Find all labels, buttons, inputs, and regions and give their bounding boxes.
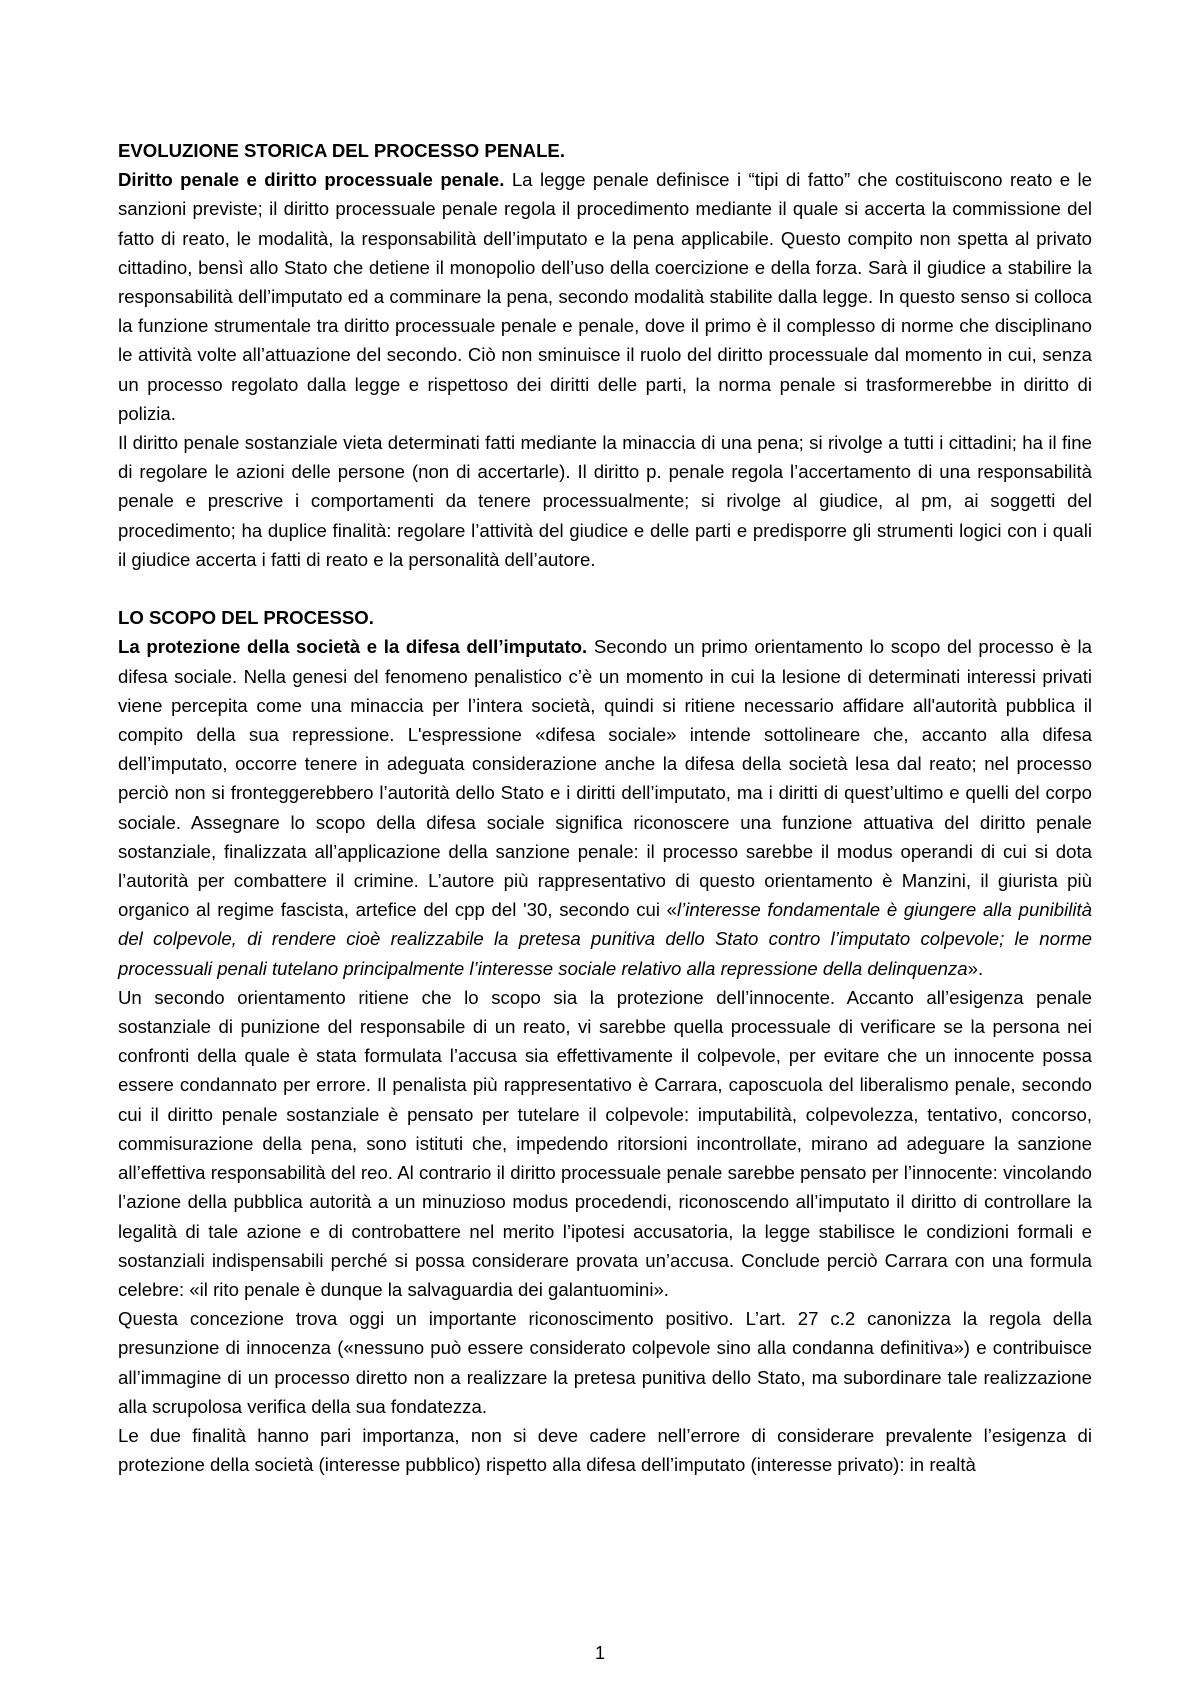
paragraph: Questa concezione trova oggi un importante riconoscimento positivo. L’art. 27 c.2 canonizza la regola della presunzione di innocenza («nessuno può essere considerato colpevole sino alla condanna definitiva») e contribuisce all’immagine di un processo diretto non a realizzare la pretesa punitiva dello Stato, ma subordinare tale realizzazione alla scrupolosa verifica della sua fondatezza.	[118, 1308, 1092, 1417]
paragraph-text: La legge penale definisce i “tipi di fatto” che costituiscono reato e le sanzioni previste; il diritto processuale penale regola il procedimento mediante il quale si accerta la commissione del fatto di reato, le modalità, la responsabilità dell’imputato e la pena applicabile. Questo compito non spetta al privato cittadino, bensì allo Stato che detiene il monopolio dell’uso della coercizione e della forza. Sarà il giudice a stabilire la responsabilità dell’imputato ed a comminare la pena, secondo modalità stabilite dalla legge. In questo senso si colloca la funzione strumentale tra diritto processuale penale e penale, dove il primo è il complesso di norme che disciplinano le attività volte all’attuazione del secondo. Ciò non sminuisce il ruolo del diritto processuale dal momento in cui, senza un processo regolato dalla legge e rispettoso dei diritti delle parti, la norma penale si trasformerebbe in diritto di polizia.	[118, 169, 1092, 424]
manzini-quote: l’interesse fondamentale è giungere alla punibilità del colpevole, di rendere cioè realizzabile la pretesa punitiva dello Stato contro l’imputato colpevole; le norme processuali penali tutelano principalmente l’interesse sociale relativo alla repressione della delinquenza	[118, 899, 1092, 979]
paragraph-text-end: ».	[967, 957, 984, 979]
paragraph	[118, 632, 1092, 982]
paragraph	[118, 165, 1092, 428]
paragraph-lead: La protezione della società e la difesa dell’imputato.	[118, 636, 588, 658]
section-heading-evoluzione: EVOLUZIONE STORICA DEL PROCESSO PENALE.	[118, 140, 566, 161]
paragraph: Un secondo orientamento ritiene che lo scopo sia la protezione dell’innocente. Accanto all’esigenza penale sostanziale di punizione del responsabile di un reato, vi sarebbe quella processuale di verificare se la persona nei confronti della quale è stata formulata l’accusa sia effettivamente il colpevole, per evitare che un innocente possa essere condannato per errore. Il penalista più rappresentativo è Carrara, caposcuola del liberalismo penale, secondo cui il diritto penale sostanziale è pensato per tutelare il colpevole: imputabilità, colpevolezza, tentativo, concorso, commisurazione della pena, sono istituti che, impedendo ritorsioni incontrollate, mirano ad adeguare la sanzione all’effettiva responsabilità del reo. Al contrario il diritto processuale penale sarebbe pensato per l’innocente: vincolando l’azione della pubblica autorità a un minuzioso modus procedendi, riconoscendo all’imputato il diritto di controllare la legalità di tale azione e di controbattere nel merito l’ipotesi accusatoria, la legge stabilisce le condizioni formali e sostanziali indispensabili perché si possa considerare provata un’accusa. Conclude perciò Carrara con una formula celebre: «il rito penale è dunque la salvaguardia dei galantuomini».	[118, 986, 1092, 1300]
paragraph: Le due finalità hanno pari importanza, non si deve cadere nell’errore di considerare prevalente l’esigenza di protezione della società (interesse pubblico) rispetto alla difesa dell’imputato (interesse privato): in realtà	[118, 1424, 1092, 1476]
paragraph-lead: Diritto penale e diritto processuale penale.	[118, 169, 505, 191]
section-spacer	[118, 574, 1092, 603]
paragraph-text: Secondo un primo orientamento lo scopo del processo è la difesa sociale. Nella genesi del fenomeno penalistico c’è un momento in cui la lesione di determinati interessi privati viene percepita come una minaccia per l’intera società, quindi si ritiene necessario affidare all'autorità pubblica il compito della sua repressione. L'espressione «difesa sociale» intende sottolineare che, accanto alla difesa dell’imputato, occorre tenere in adeguata considerazione anche la difesa della società lesa dal reato; nel processo perciò non si fronteggerebbero l’autorità dello Stato e i diritti dell’imputato, ma i diritti di quest’ultimo e quelli del corpo sociale. Assegnare lo scopo della difesa sociale significa riconoscere una funzione attuativa del diritto penale sostanziale, finalizzata all’applicazione della sanzione penale: il processo sarebbe il modus operandi di cui si dota l’autorità per combattere il crimine. L’autore più rappresentativo di questo orientamento è Manzini, il giurista più organico al regime fascista, artefice del cpp del '30, secondo cui «	[118, 636, 1092, 921]
paragraph: Il diritto penale sostanziale vieta determinati fatti mediante la minaccia di una pena; si rivolge a tutti i cittadini; ha il fine di regolare le azioni delle persone (non di accertarle). Il diritto p. penale regola l’accertamento di una responsabilità penale e prescrive i comportamenti da tenere processualmente; si rivolge al giudice, al pm, ai soggetti del procedimento; ha duplice finalità: regolare l’attività del giudice e delle parti e predisporre gli strumenti logici con i quali il giudice accerta i fatti di reato e la personalità dell’autore.	[118, 432, 1092, 570]
document-body	[118, 136, 1092, 1479]
page-number: 1	[594, 1643, 605, 1663]
section-heading-scopo: LO SCOPO DEL PROCESSO.	[118, 607, 374, 629]
